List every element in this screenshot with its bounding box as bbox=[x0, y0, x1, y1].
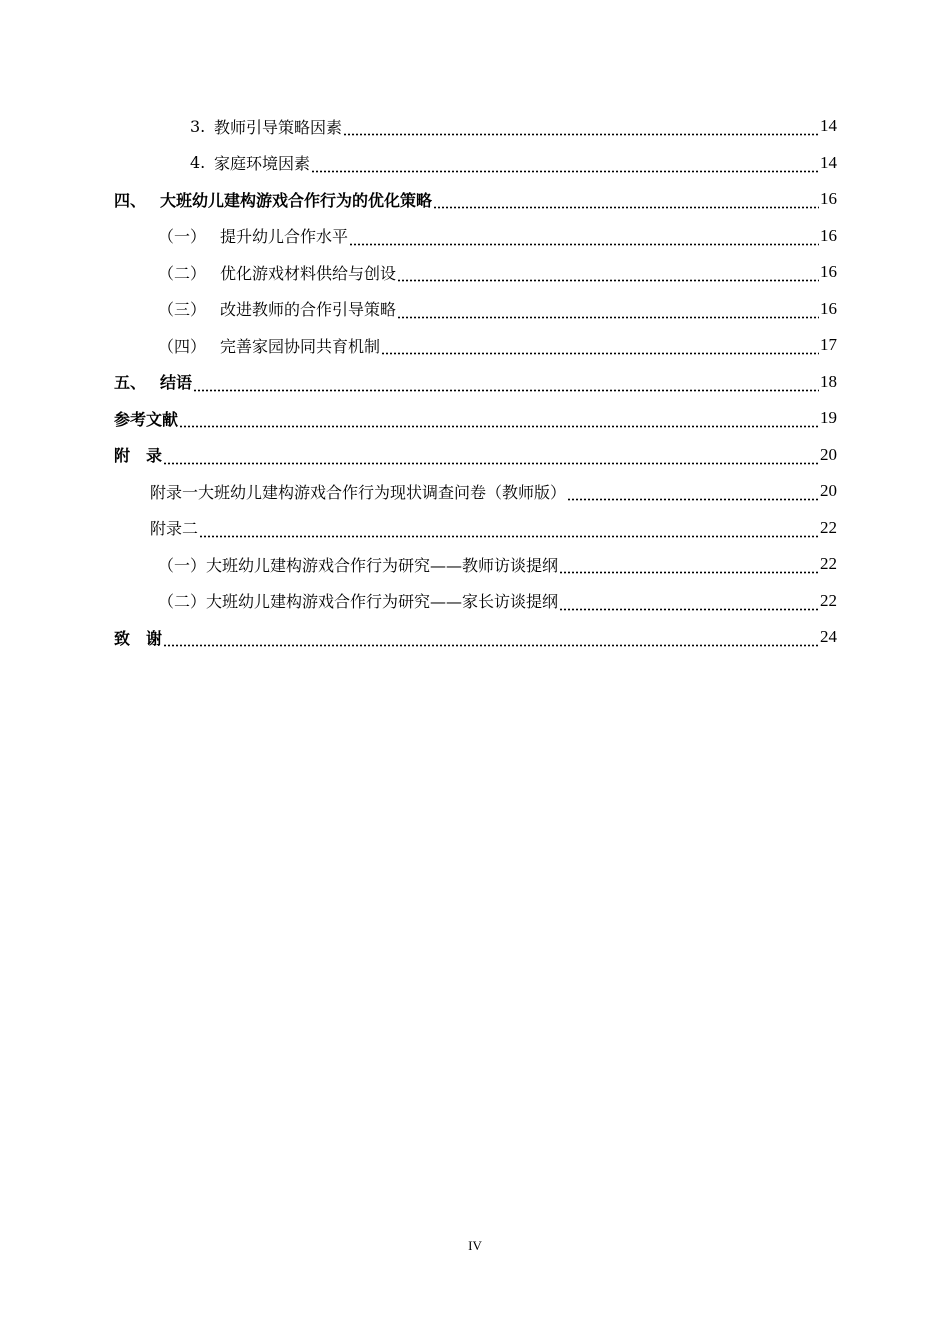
dot-leader bbox=[559, 595, 819, 611]
toc-entry-label bbox=[158, 224, 348, 247]
dot-leader bbox=[381, 339, 819, 355]
toc-entry-label bbox=[158, 589, 558, 612]
toc-entry-title: 家庭环境因素 bbox=[214, 154, 311, 174]
toc-entry-page: 20 bbox=[820, 444, 837, 464]
dot-leader bbox=[193, 376, 819, 392]
toc-entry-label bbox=[114, 370, 192, 393]
toc-entry-page: 16 bbox=[820, 189, 837, 209]
toc-entry-chapter-5[interactable] bbox=[0, 364, 950, 401]
toc-entry-number: （一） bbox=[158, 227, 207, 247]
toc-entry-title: 参考文献 bbox=[114, 409, 179, 429]
toc-entry-page: 16 bbox=[820, 262, 837, 282]
toc-entry-teacher-guidance[interactable] bbox=[0, 108, 950, 145]
toc-entry-title: 完善家园协同共育机制 bbox=[220, 336, 381, 356]
dot-leader bbox=[163, 631, 819, 647]
toc-entry-number: （四） bbox=[158, 336, 207, 356]
toc-entry-title: 改进教师的合作引导策略 bbox=[220, 300, 397, 320]
toc-entry-number: 3. bbox=[190, 116, 206, 136]
toc-entry-label bbox=[190, 151, 310, 174]
toc-entry-appendix-1[interactable] bbox=[0, 473, 950, 510]
dot-leader bbox=[567, 485, 819, 501]
dot-leader bbox=[311, 157, 819, 173]
toc-entry-label bbox=[158, 553, 558, 576]
toc-entry-label bbox=[158, 334, 380, 357]
toc-entry-title: 结语 bbox=[160, 373, 193, 393]
toc-entry-number: 四、 bbox=[114, 190, 147, 210]
toc-entry-page: 22 bbox=[820, 517, 837, 537]
toc-entry-label bbox=[158, 261, 396, 284]
dot-leader bbox=[349, 230, 819, 246]
toc-entry-page: 20 bbox=[820, 481, 837, 501]
toc-entry-title: 附录二 bbox=[150, 519, 199, 539]
toc-entry-title: （一）大班幼儿建构游戏合作行为研究——教师访谈提纲 bbox=[158, 555, 559, 575]
dot-leader bbox=[163, 449, 819, 465]
dot-leader bbox=[397, 266, 819, 282]
toc-entry-label bbox=[114, 626, 162, 649]
toc-entry-label bbox=[114, 407, 178, 430]
dot-leader bbox=[559, 558, 819, 574]
dot-leader bbox=[397, 303, 819, 319]
toc-entry-page: 22 bbox=[820, 554, 837, 574]
toc-entry-label bbox=[114, 188, 432, 211]
toc-entry-title: 附 录 bbox=[114, 446, 163, 466]
toc-entry-number: 4. bbox=[190, 153, 206, 173]
toc-entry-section-4-3[interactable] bbox=[0, 291, 950, 328]
toc-entry-page: 19 bbox=[820, 408, 837, 428]
toc-entry-parent-interview[interactable] bbox=[0, 583, 950, 620]
toc-entry-title: 提升幼儿合作水平 bbox=[220, 227, 349, 247]
toc-entry-page: 16 bbox=[820, 298, 837, 318]
toc-entry-section-4-2[interactable] bbox=[0, 254, 950, 291]
toc-entry-appendix[interactable] bbox=[0, 437, 950, 474]
toc-entry-appendix-2[interactable] bbox=[0, 510, 950, 547]
toc-entry-references[interactable] bbox=[0, 400, 950, 437]
toc-entry-title: 优化游戏材料供给与创设 bbox=[220, 263, 397, 283]
toc-entry-title: 附录一大班幼儿建构游戏合作行为现状调查问卷（教师版） bbox=[150, 482, 567, 502]
toc-entry-label bbox=[114, 443, 162, 466]
dot-leader bbox=[199, 522, 819, 538]
table-of-contents bbox=[0, 108, 950, 656]
toc-entry-label bbox=[190, 115, 342, 138]
dot-leader bbox=[179, 412, 819, 428]
toc-entry-title: （二）大班幼儿建构游戏合作行为研究——家长访谈提纲 bbox=[158, 592, 559, 612]
toc-entry-title: 教师引导策略因素 bbox=[214, 117, 343, 137]
toc-entry-label bbox=[158, 297, 396, 320]
toc-entry-label bbox=[150, 480, 566, 503]
toc-entry-page: 16 bbox=[820, 225, 837, 245]
toc-entry-number: （三） bbox=[158, 300, 207, 320]
toc-entry-page: 22 bbox=[820, 590, 837, 610]
toc-entry-page: 14 bbox=[820, 152, 837, 172]
toc-entry-acknowledgements[interactable] bbox=[0, 619, 950, 656]
toc-entry-page: 14 bbox=[820, 116, 837, 136]
dot-leader bbox=[433, 193, 819, 209]
toc-entry-section-4-4[interactable] bbox=[0, 327, 950, 364]
toc-entry-chapter-4[interactable] bbox=[0, 181, 950, 218]
toc-entry-family-environment[interactable] bbox=[0, 145, 950, 182]
toc-entry-page: 17 bbox=[820, 335, 837, 355]
page-number: IV bbox=[468, 1238, 482, 1253]
toc-entry-title: 致 谢 bbox=[114, 628, 163, 648]
dot-leader bbox=[343, 120, 819, 136]
toc-entry-number: （二） bbox=[158, 263, 207, 283]
toc-entry-page: 18 bbox=[820, 371, 837, 391]
toc-entry-title: 大班幼儿建构游戏合作行为的优化策略 bbox=[160, 190, 433, 210]
toc-entry-section-4-1[interactable] bbox=[0, 218, 950, 255]
toc-entry-number: 五、 bbox=[114, 373, 147, 393]
toc-entry-label bbox=[150, 516, 198, 539]
toc-entry-page: 24 bbox=[820, 627, 837, 647]
toc-entry-teacher-interview[interactable] bbox=[0, 546, 950, 583]
